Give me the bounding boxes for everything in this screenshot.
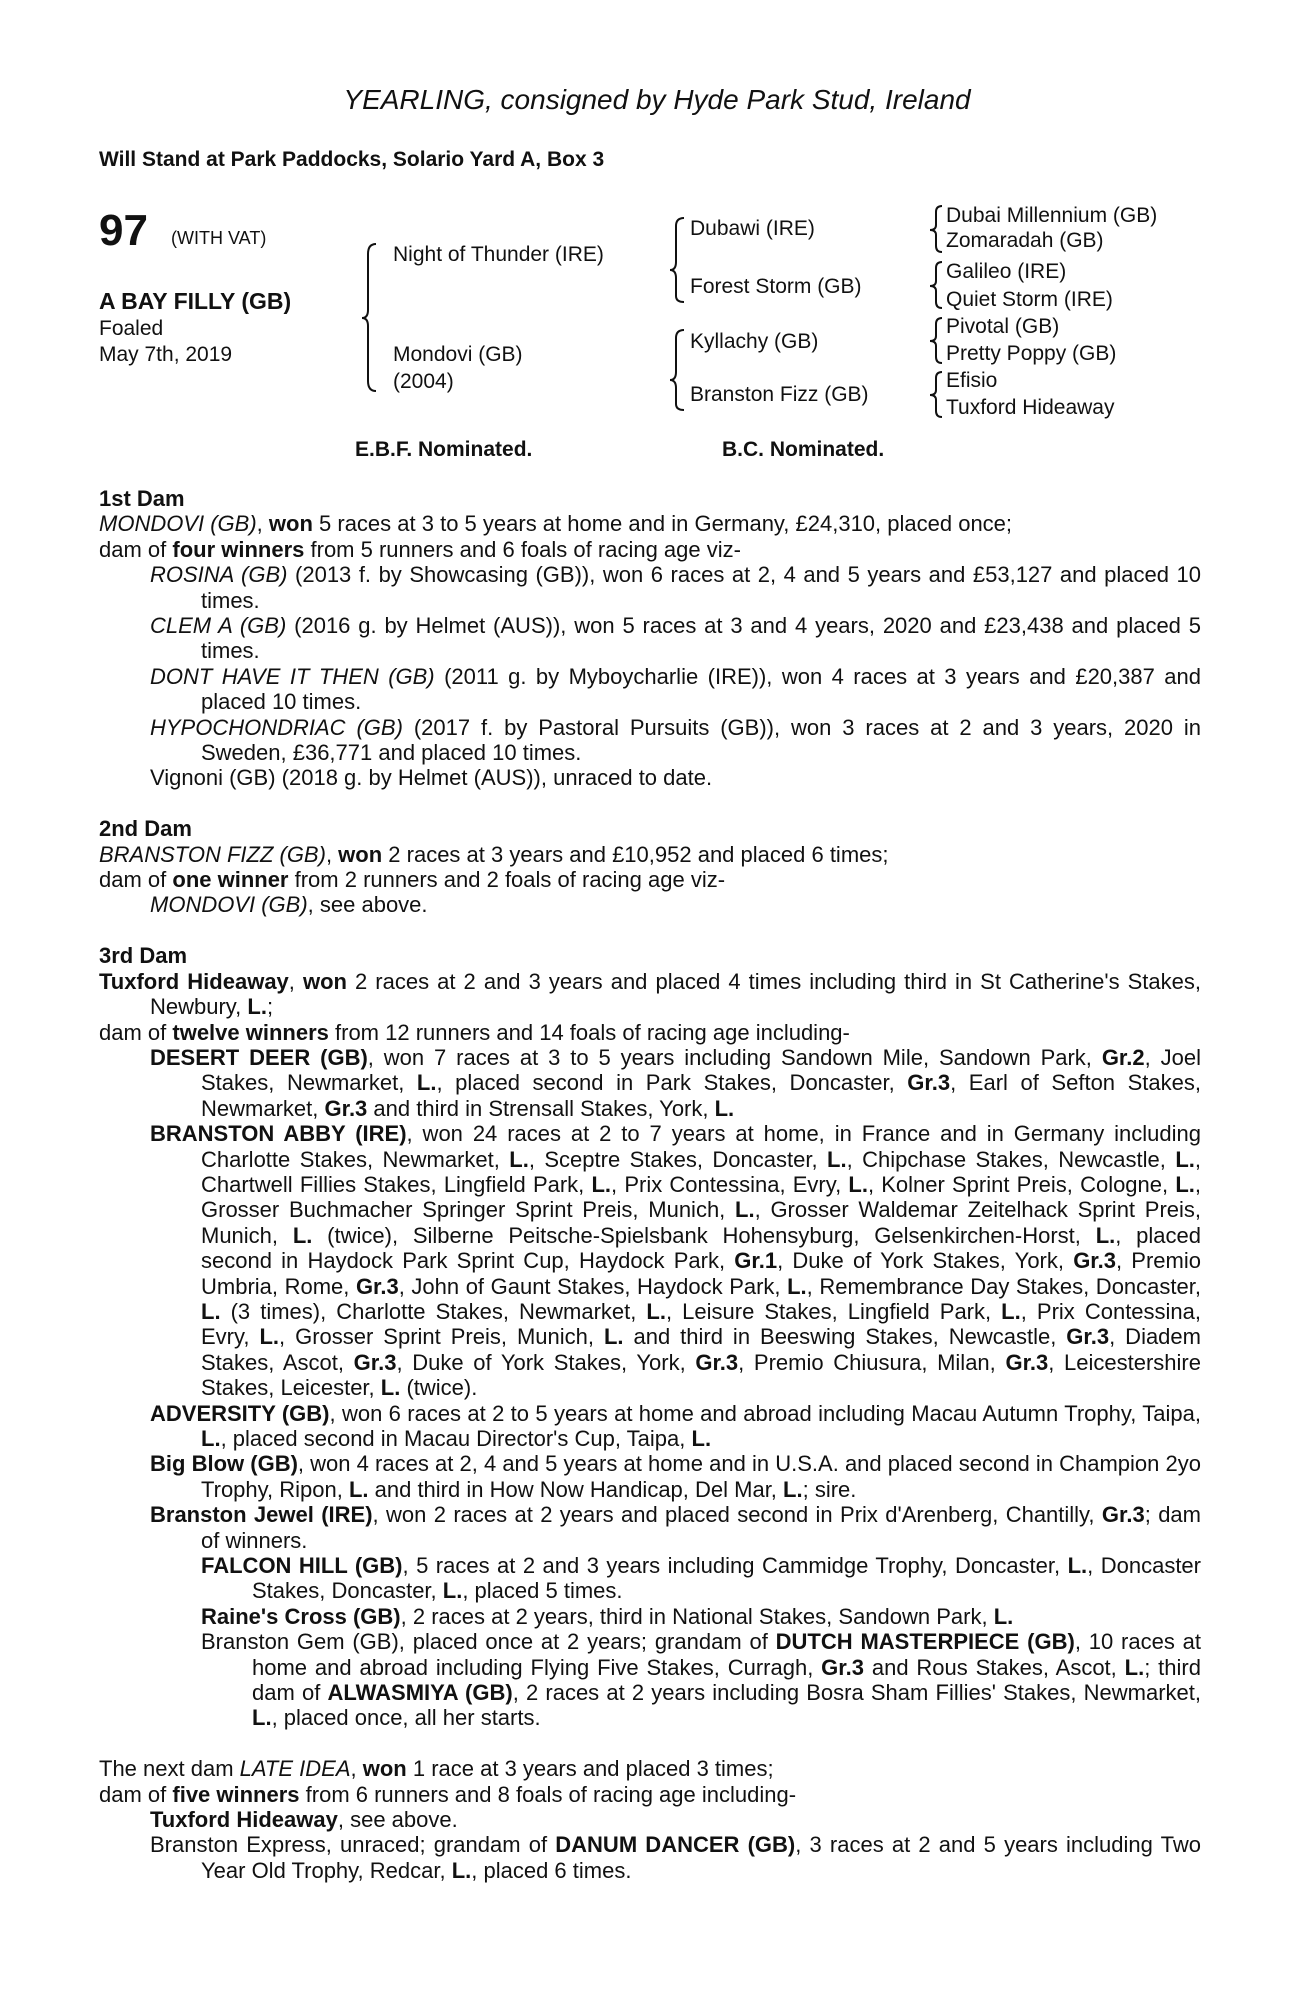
brace-gen3-2 — [930, 262, 942, 308]
text: ; third dam of — [252, 1654, 1201, 1706]
text: (3 times), Charlotte Stakes, Newmarket, — [220, 1298, 647, 1324]
text: , John of Gaunt Stakes, Haydock Park, — [398, 1273, 788, 1299]
bold-text: L. — [380, 1375, 401, 1401]
pedigree-dam-dam: Branston Fizz (GB) — [690, 383, 869, 406]
pedigree-paragraph — [99, 1401, 1201, 1452]
bold-text: Gr.3 — [1073, 1248, 1116, 1274]
bold-text: Raine's Cross (GB) — [201, 1603, 401, 1629]
pedigree-paragraph — [99, 1553, 1201, 1604]
text: , — [325, 841, 339, 867]
bold-text: won — [338, 841, 383, 867]
text: , placed 5 times. — [462, 1578, 623, 1604]
text: , see above. — [307, 892, 428, 918]
ebf-nominated: E.B.F. Nominated. — [355, 438, 533, 461]
bold-text: L. — [252, 1705, 272, 1731]
text: , 3 races at 2 and 5 years including Two Year Old Trophy, Redcar, — [201, 1832, 1201, 1883]
bold-text: won — [362, 1756, 407, 1782]
text: 1 race at 3 years and placed 3 times; — [406, 1756, 774, 1782]
dam-section — [99, 1756, 1201, 1883]
bold-text: L. — [603, 1324, 624, 1350]
text: ; dam of winners. — [201, 1502, 1201, 1553]
text: , — [350, 1756, 363, 1782]
text: , Premio Umbria, Rome, — [201, 1248, 1201, 1299]
text: , Doncaster Stakes, Doncaster, — [252, 1553, 1201, 1604]
bold-text: L. — [848, 1171, 868, 1197]
pedigree-dam-year: (2004) — [393, 370, 454, 393]
bold-text: Gr.3 — [355, 1273, 399, 1299]
bold-text: DESERT DEER (GB) — [150, 1044, 368, 1070]
text: , won 6 races at 2 to 5 years at home and abroad including Macau Autumn Trophy, Taipa, — [329, 1400, 1201, 1426]
bold-text: BRANSTON ABBY (IRE) — [150, 1121, 407, 1147]
text: , Chartwell Fillies Stakes, Lingfield Park, — [201, 1146, 1201, 1197]
bold-text: L. — [259, 1324, 280, 1350]
foaled-label: Foaled — [99, 317, 164, 340]
bold-text: Branston Jewel (IRE) — [150, 1502, 373, 1528]
bold-text: Gr.3 — [1066, 1324, 1110, 1350]
section-heading: 3rd Dam — [99, 943, 188, 969]
text: , Grosser Buchmacher Springer Sprint Preis, Munich, — [201, 1171, 1201, 1223]
text: and third in Strensall Stakes, York, — [367, 1095, 715, 1121]
bold-text: Gr.3 — [1005, 1349, 1049, 1375]
italic-text: DONT HAVE IT THEN (GB) — [150, 663, 435, 689]
bc-nominated: B.C. Nominated. — [722, 438, 885, 461]
text: , Chipchase Stakes, Newcastle, — [846, 1146, 1176, 1172]
bold-text: L. — [783, 1476, 803, 1502]
pedigree-paragraph — [99, 664, 1201, 715]
pedigree-paragraph — [99, 1604, 1201, 1629]
pedigree-paragraph — [99, 765, 1201, 790]
pedigree-braces — [0, 0, 1314, 500]
pedigree-paragraph — [99, 1832, 1201, 1883]
pedigree-gen3-6: Pretty Poppy (GB) — [946, 342, 1117, 365]
pedigree-paragraph — [99, 715, 1201, 766]
bold-text: L. — [1175, 1146, 1195, 1172]
text: , won 2 races at 2 years and placed second in Prix d'Arenberg, Chantilly, — [372, 1502, 1102, 1528]
text: dam of — [99, 1781, 173, 1807]
pedigree-gen3-4: Quiet Storm (IRE) — [946, 288, 1113, 311]
bold-text: won — [268, 511, 313, 537]
pedigree-paragraph — [99, 1807, 1201, 1832]
bold-text: Gr.3 — [1101, 1502, 1145, 1528]
text: , Diadem Stakes, Ascot, — [201, 1324, 1201, 1375]
dam-section — [99, 943, 1201, 1731]
bold-text: L. — [509, 1146, 529, 1172]
text: , Leisure Stakes, Lingfield Park, — [665, 1298, 1002, 1324]
text: 5 races at 3 to 5 years at home and in Germany, £24,310, placed once; — [312, 511, 1013, 537]
bold-text: L. — [201, 1426, 221, 1451]
bold-text: FALCON HILL (GB) — [201, 1553, 403, 1579]
text: , Sceptre Stakes, Doncaster, — [528, 1146, 828, 1172]
text: (2017 f. by Pastoral Pursuits (GB)), won 3 races at 2 and 3 years, 2020 in Sweden, £36,771 and placed 10 times. — [201, 714, 1202, 766]
lot-number: 97 — [99, 206, 148, 255]
pedigree-paragraph — [99, 1629, 1201, 1731]
bold-text: L. — [1001, 1298, 1021, 1324]
bold-text: twelve winners — [172, 1019, 329, 1045]
text: , Earl of Sefton Stakes, Newmarket, — [201, 1070, 1201, 1121]
text: Branston Gem (GB), placed once at 2 years; grandam of — [201, 1629, 776, 1655]
text: and third in Beeswing Stakes, Newcastle, — [623, 1324, 1067, 1350]
pedigree-paragraph — [99, 537, 1201, 562]
bold-text: L. — [993, 1603, 1014, 1629]
pedigree-paragraph — [99, 562, 1201, 613]
page-title: YEARLING, consigned by Hyde Park Stud, Ireland — [343, 84, 971, 115]
bold-text: L. — [1124, 1654, 1145, 1680]
dam-section — [99, 816, 1201, 918]
text: , placed once, all her starts. — [271, 1705, 541, 1731]
pedigree-paragraph — [99, 1020, 1201, 1045]
section-heading: 2nd Dam — [99, 816, 192, 842]
bold-text: L. — [247, 994, 267, 1020]
brace-gen1 — [362, 244, 376, 391]
text: from 6 runners and 8 foals of racing age including- — [299, 1781, 797, 1807]
pedigree-paragraph — [99, 1502, 1201, 1553]
bold-text: L. — [1067, 1553, 1088, 1579]
bold-text: L. — [442, 1578, 463, 1604]
bold-text: five winners — [172, 1781, 300, 1807]
text: from 2 runners and 2 foals of racing age viz- — [288, 867, 726, 893]
bold-text: DANUM DANCER (GB) — [555, 1832, 796, 1858]
bold-text: ADVERSITY (GB) — [150, 1400, 330, 1426]
text: (twice), Silberne Peitsche-Spielsbank Hohensyburg, Gelsenkirchen-Horst, — [312, 1222, 1096, 1248]
pedigree-paragraph — [99, 892, 1201, 917]
text: , placed 6 times. — [471, 1857, 632, 1883]
bold-text: L. — [416, 1070, 437, 1096]
pedigree-paragraph — [99, 613, 1201, 664]
brace-gen3-1 — [930, 206, 942, 252]
bold-text: Gr.3 — [907, 1070, 951, 1096]
text: , 5 races at 2 and 3 years including Cammidge Trophy, Doncaster, — [402, 1553, 1068, 1579]
pedigree-gen3-3: Galileo (IRE) — [946, 260, 1067, 283]
text: , placed second in Haydock Park Sprint Cup, Haydock Park, — [201, 1222, 1201, 1274]
pedigree-gen3-7: Efisio — [946, 369, 998, 392]
text: , Prix Contessina, Evry, — [201, 1298, 1202, 1350]
text: , — [256, 511, 269, 537]
italic-text: HYPOCHONDRIAC (GB) — [150, 714, 403, 740]
bold-text: Gr.3 — [353, 1349, 397, 1375]
bold-text: DUTCH MASTERPIECE (GB) — [775, 1629, 1075, 1655]
bold-text: L. — [451, 1857, 472, 1883]
bold-text: L. — [714, 1095, 735, 1121]
text: The next dam — [99, 1756, 240, 1782]
italic-text: BRANSTON FIZZ (GB) — [99, 841, 326, 867]
text: and Rous Stakes, Ascot, — [863, 1654, 1125, 1680]
bold-text: four winners — [172, 536, 305, 562]
bold-text: L. — [591, 1171, 612, 1197]
bold-text: Gr.3 — [695, 1349, 739, 1375]
italic-text: ROSINA (GB) — [150, 562, 288, 588]
text: , placed second in Park Stakes, Doncaster, — [436, 1070, 908, 1096]
text: , see above. — [337, 1807, 458, 1833]
text: , won 24 races at 2 to 7 years at home, in France and in Germany including Charlotte Stakes, Newmarket, — [201, 1121, 1201, 1172]
pedigree-paragraph — [99, 1121, 1201, 1400]
section-heading: 1st Dam — [99, 486, 185, 511]
text: (2011 g. by Myboycharlie (IRE)), won 4 races at 3 years and £20,387 and placed 10 times. — [201, 663, 1201, 715]
bold-text: L. — [735, 1197, 755, 1223]
pedigree-paragraph — [99, 867, 1201, 892]
text: and third in How Now Handicap, Del Mar, — [368, 1476, 784, 1502]
bold-text: Gr.3 — [324, 1095, 368, 1121]
bold-text: one winner — [172, 867, 289, 893]
vat-note: (WITH VAT) — [171, 228, 267, 248]
horse-name: A BAY FILLY (GB) — [99, 288, 292, 314]
pedigree-sire-sire: Dubawi (IRE) — [690, 217, 815, 240]
bold-text: Gr.1 — [734, 1248, 778, 1274]
pedigree-paragraph — [99, 1782, 1201, 1807]
brace-gen3-4 — [930, 372, 942, 417]
pedigree-paragraph — [99, 1756, 1201, 1781]
text: ; sire. — [802, 1476, 857, 1502]
bold-text: L. — [201, 1298, 221, 1324]
text: , 2 races at 2 years, third in National Stakes, Sandown Park, — [400, 1603, 994, 1629]
italic-text: CLEM A (GB) — [150, 613, 287, 639]
text: , Leicestershire Stakes, Leicester, — [201, 1349, 1201, 1401]
bold-text: L. — [1095, 1222, 1116, 1248]
text: , 2 races at 2 years including Bosra Sham Fillies' Stakes, Newmarket, — [512, 1680, 1201, 1706]
text: , Premio Chiusura, Milan, — [738, 1349, 1006, 1375]
pedigree-gen3-8: Tuxford Hideaway — [946, 396, 1115, 419]
brace-gen3-3 — [930, 318, 942, 363]
pedigree-sire: Night of Thunder (IRE) — [393, 243, 604, 266]
bold-text: L. — [1175, 1171, 1195, 1197]
text: , Remembrance Day Stakes, Doncaster, — [806, 1273, 1201, 1299]
bold-text: Tuxford Hideaway — [99, 968, 289, 994]
bold-text: L. — [646, 1298, 666, 1324]
text: 2 races at 3 years and £10,952 and placed 6 times; — [382, 841, 889, 867]
text: , won 4 races at 2, 4 and 5 years at home and in U.S.A. and placed second in Champion 2yo Trophy, Ripon, — [201, 1451, 1201, 1502]
text: , placed second in Macau Director's Cup, Taipa, — [220, 1426, 692, 1451]
pedigree-paragraph — [99, 1045, 1201, 1121]
pedigree-paragraph — [99, 511, 1201, 536]
bold-text: L. — [827, 1146, 847, 1172]
text: , Grosser Sprint Preis, Munich, — [279, 1324, 604, 1350]
text: Vignoni (GB) (2018 g. by Helmet (AUS)), unraced to date. — [150, 765, 713, 791]
italic-text: LATE IDEA — [239, 1756, 351, 1782]
text: Branston Express, unraced; grandam of — [150, 1832, 556, 1858]
dam-section — [99, 486, 1201, 791]
pedigree-dam-sire: Kyllachy (GB) — [690, 330, 819, 353]
bold-text: L. — [691, 1426, 712, 1451]
text: , Duke of York Stakes, York, — [777, 1248, 1074, 1274]
text: dam of — [99, 536, 173, 562]
text: from 12 runners and 14 foals of racing age including- — [328, 1019, 850, 1045]
bold-text: Gr.3 — [821, 1654, 864, 1680]
text: , — [288, 968, 303, 994]
stand-location: Will Stand at Park Paddocks, Solario Yard A, Box 3 — [99, 148, 605, 171]
bold-text: L. — [787, 1273, 807, 1299]
text: from 5 runners and 6 foals of racing age viz- — [304, 536, 741, 562]
bold-text: Gr.2 — [1101, 1044, 1145, 1070]
pedigree-gen3-1: Dubai Millennium (GB) — [946, 204, 1158, 227]
text: (twice). — [400, 1375, 478, 1401]
bold-text: L. — [292, 1222, 313, 1248]
pedigree-sire-dam: Forest Storm (GB) — [690, 275, 862, 298]
text: , Prix Contessina, Evry, — [611, 1171, 849, 1197]
text: dam of — [99, 1019, 173, 1045]
brace-gen2-sire — [670, 218, 684, 302]
pedigree-paragraph — [99, 1451, 1201, 1502]
text: , Grosser Waldemar Zeitelhack Sprint Preis, Munich, — [201, 1197, 1202, 1248]
text: dam of — [99, 867, 173, 893]
bold-text: Big Blow (GB) — [150, 1451, 298, 1477]
text: , Joel Stakes, Newmarket, — [201, 1044, 1201, 1096]
bold-text: ALWASMIYA (GB) — [327, 1680, 513, 1706]
catalogue-text — [99, 486, 1201, 1909]
pedigree-paragraph — [99, 842, 1201, 867]
pedigree-paragraph — [99, 969, 1201, 1020]
bold-text: won — [302, 968, 347, 994]
pedigree-gen3-2: Zomaradah (GB) — [946, 229, 1104, 252]
text: , won 7 races at 3 to 5 years including Sandown Mile, Sandown Park, — [367, 1044, 1102, 1070]
italic-text: MONDOVI (GB) — [150, 892, 308, 918]
pedigree-dam: Mondovi (GB) — [393, 343, 523, 366]
text: (2013 f. by Showcasing (GB)), won 6 races at 2, 4 and 5 years and £53,127 and placed 10 times. — [201, 562, 1201, 613]
text: , 10 races at home and abroad including Flying Five Stakes, Curragh, — [252, 1629, 1201, 1680]
text: (2016 g. by Helmet (AUS)), won 5 races at 3 and 4 years, 2020 and £23,438 and placed 5 times. — [201, 613, 1201, 664]
bold-text: Tuxford Hideaway — [150, 1807, 338, 1833]
text: 2 races at 2 and 3 years and placed 4 times including third in St Catherine's Stakes, Newbury, — [150, 968, 1201, 1020]
brace-gen2-dam — [670, 330, 684, 410]
text: , Duke of York Stakes, York, — [396, 1349, 696, 1375]
bold-text: L. — [348, 1476, 369, 1502]
pedigree-gen3-5: Pivotal (GB) — [946, 315, 1060, 338]
text: ; — [266, 994, 274, 1020]
foaled-date: May 7th, 2019 — [99, 343, 233, 366]
italic-text: MONDOVI (GB) — [99, 511, 257, 537]
text: , Kolner Sprint Preis, Cologne, — [867, 1171, 1176, 1197]
